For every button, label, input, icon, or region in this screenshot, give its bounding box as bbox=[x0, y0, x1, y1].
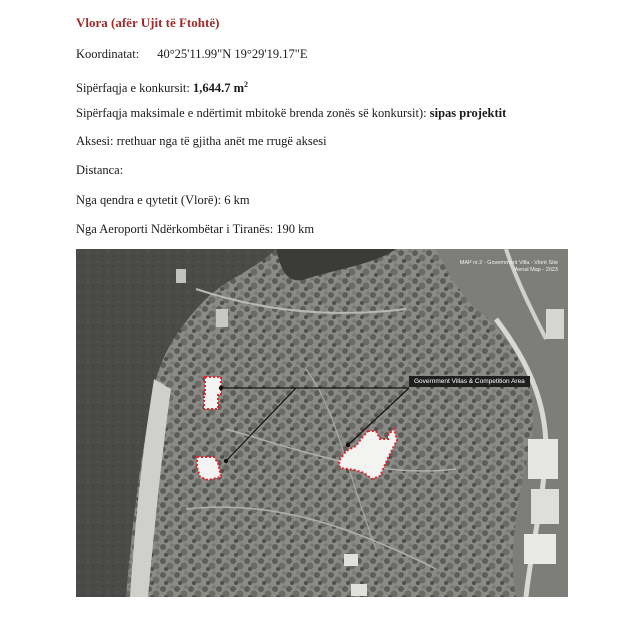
access-line: Aksesi: rrethuar nga tё gjitha anёt me rrugё aksesi bbox=[76, 134, 327, 148]
distance-heading: Distanca: bbox=[76, 163, 124, 177]
coordinates-line bbox=[76, 46, 307, 62]
aerial-map bbox=[76, 249, 568, 597]
area-value: 1,644.7 $m^2$ bbox=[193, 80, 249, 96]
max-area-line bbox=[76, 105, 506, 121]
distance-city: Nga qendra e qytetit (Vlorё): 6 km bbox=[76, 193, 250, 207]
max-area-label: Sipёrfaqja maksimale e ndёrtimit mbitokё brenda zonёs sё konkursit): bbox=[76, 106, 427, 120]
area-label: Sipёrfaqja e konkursit: bbox=[76, 81, 190, 96]
map-caption bbox=[460, 260, 558, 274]
distance-airport: Nga Aeroporti Ndёrkombёtar i Tiranës: 190 km bbox=[76, 222, 315, 236]
area-line bbox=[76, 77, 248, 96]
map-caption-line2: Aerial Map - 2023 bbox=[514, 267, 558, 273]
map-callout-label: Government Villas & Competition Area bbox=[409, 376, 530, 387]
coordinates-value: 40°25'11.99"N 19°29'19.17"E bbox=[157, 47, 308, 61]
aerial-map-image bbox=[76, 249, 568, 597]
site-title: Vlora (afёr Ujit tё Ftohtё) bbox=[76, 15, 220, 30]
max-area-value: sipas projektit bbox=[429, 106, 507, 120]
map-caption-line1: MAP nr.2 - Government Villa - Vlorë Site bbox=[459, 260, 558, 266]
coordinates-label: Koordinatat: bbox=[76, 47, 140, 61]
